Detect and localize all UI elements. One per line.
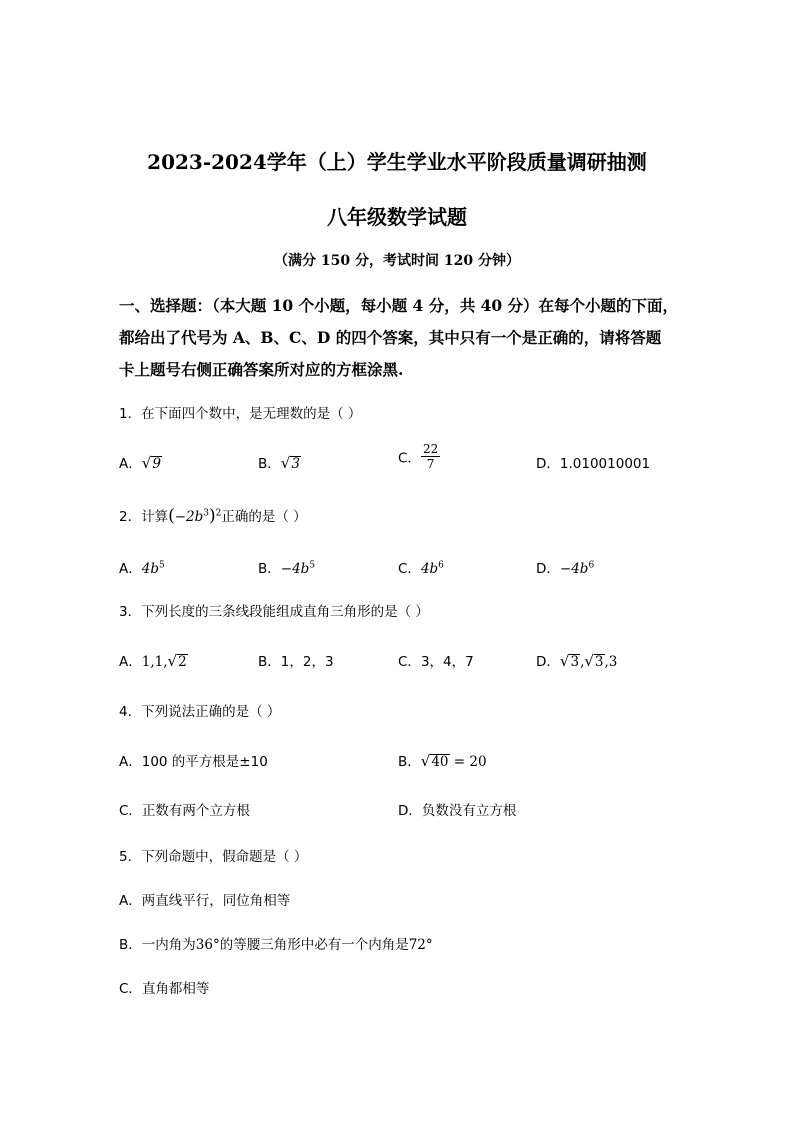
- question-5-option-c: [119, 977, 209, 997]
- question-3-option-d: D．√3,√3,3: [536, 652, 618, 670]
- option-label: C．: [398, 450, 421, 467]
- fraction: [421, 442, 440, 471]
- question-1-option-c: [398, 442, 440, 471]
- question-3-option-a: A．1,1,√2: [119, 652, 187, 670]
- option-text: 直角都相等: [141, 981, 210, 997]
- option-label: C．: [119, 981, 142, 997]
- question-1-option-d: [536, 452, 650, 472]
- option-label: C．: [119, 803, 142, 819]
- question-4-option-d: [398, 799, 516, 819]
- radicand: 3: [594, 654, 604, 670]
- question-2-option-c: [398, 557, 444, 577]
- question-4-option-b: B．√40 = 20: [398, 752, 487, 770]
- option-exponent: 6: [588, 560, 595, 571]
- option-value: = 20: [449, 754, 487, 770]
- question-5-option-b: [119, 933, 433, 953]
- option-text: 负数没有立方根: [421, 803, 517, 819]
- question-4-option-c: [119, 799, 250, 819]
- option-text: 100 的平方根是±10: [141, 754, 268, 770]
- inner-exponent: 3: [203, 508, 210, 519]
- option-base: 4b: [420, 561, 439, 577]
- exam-subtitle: 八年级数学试题: [327, 205, 467, 229]
- option-exponent: 5: [158, 560, 165, 571]
- angle-value: 36°: [195, 937, 220, 953]
- question-1-option-a: A．√9: [119, 454, 161, 472]
- option-exponent: 5: [309, 560, 316, 571]
- question-2-stem: 2．计算$(-2b^3)^2$正确的是（ ）: [119, 506, 307, 526]
- radicand: 3: [570, 654, 580, 670]
- radicand: 3: [291, 456, 300, 472]
- question-4-option-a: [119, 750, 268, 770]
- option-label: B．: [119, 937, 142, 953]
- stem-suffix: 正确的是（ ）: [221, 509, 307, 525]
- option-label: D．: [536, 561, 560, 577]
- option-value: 3，4，7: [420, 654, 474, 670]
- fraction-numerator: 22: [422, 442, 439, 456]
- option-label: C．: [398, 561, 421, 577]
- question-2-option-b: [258, 557, 315, 577]
- question-3-option-c: [398, 650, 474, 670]
- radicand: 9: [152, 456, 161, 472]
- option-label: D．: [536, 456, 560, 472]
- fraction-denominator: 7: [426, 457, 435, 471]
- option-label: A．: [119, 893, 142, 909]
- section-instructions-line1: 一、选择题：（本大题 10 个小题，每小题 4 分，共 40 分）在每个小题的下面，: [119, 296, 679, 315]
- question-2-option-a: [119, 557, 165, 577]
- option-label: B．: [398, 754, 421, 770]
- option-value: 1,1,: [141, 654, 168, 670]
- radicand: 2: [178, 654, 187, 670]
- option-label: B．: [258, 456, 281, 472]
- question-3-stem: 3．下列长度的三条线段能组成直角三角形的是（ ）: [119, 604, 429, 620]
- option-text: 两直线平行，同位角相等: [141, 893, 291, 909]
- option-base: −4b: [280, 561, 310, 577]
- option-label: D．: [536, 654, 560, 670]
- question-1-stem: 1．在下面四个数中，是无理数的是（ ）: [119, 406, 362, 422]
- option-value: ,3: [604, 654, 618, 670]
- stem-prefix: 2．计算: [119, 509, 169, 525]
- option-text: 正数有两个立方根: [141, 803, 250, 819]
- question-4-stem: 4．下列说法正确的是（ ）: [119, 704, 281, 720]
- exam-title: 2023-2024学年（上）学生学业水平阶段质量调研抽测: [147, 150, 647, 174]
- outer-exponent: 2: [215, 508, 222, 519]
- question-2-option-d: [536, 557, 594, 577]
- exam-info: （满分 150 分，考试时间 120 分钟）: [274, 253, 520, 269]
- separator: ,: [580, 654, 585, 670]
- option-exponent: 6: [438, 560, 444, 571]
- option-value: 1，2，3: [280, 654, 334, 670]
- question-5-option-a: [119, 889, 290, 909]
- option-text: 一内角为: [141, 937, 196, 953]
- section-instructions-line2: 都给出了代号为 A、B、C、D 的四个答案，其中只有一个是正确的，请将答题: [119, 328, 662, 347]
- option-value: 1.010010001: [559, 456, 651, 472]
- question-5-stem: 5．下列命题中，假命题是（ ）: [119, 849, 308, 865]
- angle-value: 72°: [408, 937, 433, 953]
- option-label: A．: [119, 754, 142, 770]
- option-label: C．: [398, 654, 421, 670]
- option-label: D．: [398, 803, 422, 819]
- option-label: A．: [119, 456, 142, 472]
- question-1-option-b: B．√3: [258, 454, 300, 472]
- question-3-option-b: [258, 650, 334, 670]
- expression-base: −2b: [174, 509, 204, 525]
- option-label: A．: [119, 561, 142, 577]
- option-base: 4b: [141, 561, 159, 577]
- section-instructions-line3: 卡上题号右侧正确答案所对应的方框涂黑.: [119, 360, 404, 379]
- option-text: 的等腰三角形中必有一个内角是: [219, 937, 409, 953]
- radicand: 40: [431, 754, 449, 770]
- option-label: B．: [258, 654, 281, 670]
- option-base: −4b: [559, 561, 589, 577]
- option-label: B．: [258, 561, 281, 577]
- option-label: A．: [119, 654, 142, 670]
